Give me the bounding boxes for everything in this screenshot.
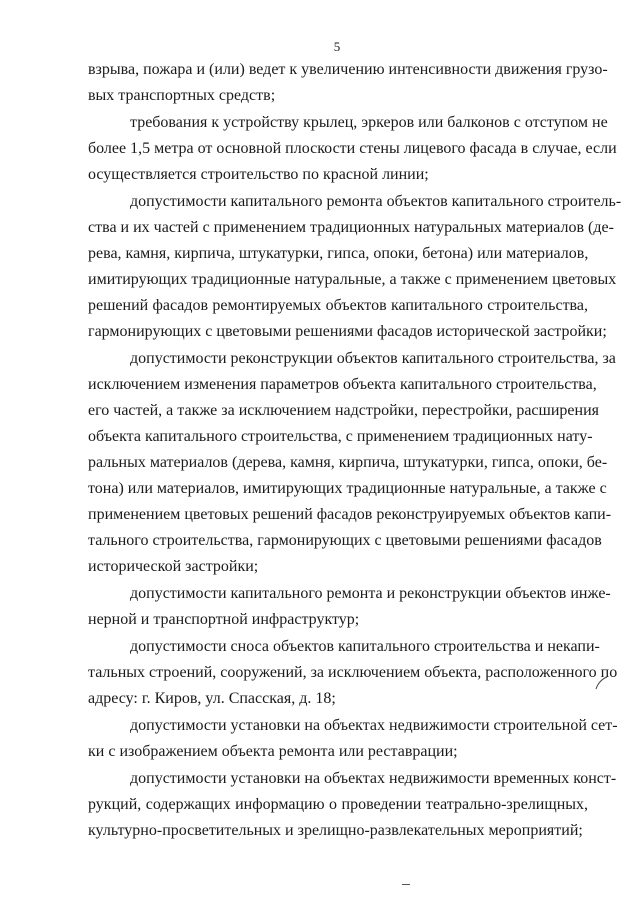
text-line: его частей, а также за исключением надстройки, перестройки, расширения (88, 402, 599, 419)
text-line: тона) или материалов, имитирующих традиционные натуральные, а также с (88, 480, 607, 497)
text-line: тального строительства, гармонирующих с цветовыми решениями фасадов (88, 532, 602, 549)
text-line: решений фасадов ремонтируемых объектов капитального строительства, (88, 297, 588, 314)
text-line: применением цветовых решений фасадов реконструируемых объектов капи- (88, 506, 612, 523)
text-line: допустимости капитального ремонта и реконструкции объектов инже- (130, 585, 611, 602)
scan-artifact (402, 884, 410, 885)
text-line: вых транспортных средств; (88, 87, 276, 104)
text-line: культурно-просветительных и зрелищно-развлекательных мероприятий; (88, 822, 583, 839)
text-line: исключением изменения параметров объекта капитального строительства, (88, 376, 597, 393)
pen-mark-icon (595, 676, 609, 692)
text-line: ральных материалов (дерева, камня, кирпича, штукатурки, гипса, опоки, бе- (88, 454, 608, 471)
text-line: ки с изображением объекта ремонта или реставрации; (88, 743, 458, 760)
page-number: 5 (333, 39, 341, 54)
text-line: допустимости сноса объектов капитального строительства и некапи- (130, 638, 600, 655)
text-line: допустимости установки на объектах недвижимости строительной сет- (130, 717, 618, 734)
text-line: более 1,5 метра от основной плоскости стены лицевого фасада в случае, если (88, 140, 617, 157)
text-line: имитирующих традиционные натуральные, а также с применением цветовых (88, 271, 617, 288)
text-line: допустимости реконструкции объектов капитального строительства, за (130, 350, 616, 367)
text-line: гармонирующих с цветовыми решениями фасадов исторической застройки; (88, 323, 607, 340)
text-line: рева, камня, кирпича, штукатурки, гипса, опоки, бетона) или материалов, (88, 245, 589, 262)
text-line: требования к устройству крылец, эркеров или балконов с отступом не (130, 114, 608, 131)
text-line: адресу: г. Киров, ул. Спасская, д. 18; (88, 690, 336, 707)
text-line: допустимости установки на объектах недвижимости временных конст- (130, 770, 617, 787)
text-line: ства и их частей с применением традиционных натуральных материалов (де- (88, 219, 614, 236)
text-line: допустимости капитального ремонта объектов капитального строитель- (130, 193, 622, 210)
text-line: объекта капитального строительства, с применением традиционных нату- (88, 428, 593, 445)
text-line: рукций, содержащих информацию о проведении театрально-зрелищных, (88, 796, 588, 813)
text-line: нерной и транспортной инфраструктур; (88, 611, 360, 628)
text-line: осуществляется строительство по красной линии; (88, 166, 429, 183)
text-line: тальных строений, сооружений, за исключением объекта, расположенного по (88, 664, 618, 681)
text-line: взрыва, пожара и (или) ведет к увеличению интенсивности движения грузо- (88, 61, 608, 78)
text-line: исторической застройки; (88, 558, 259, 575)
